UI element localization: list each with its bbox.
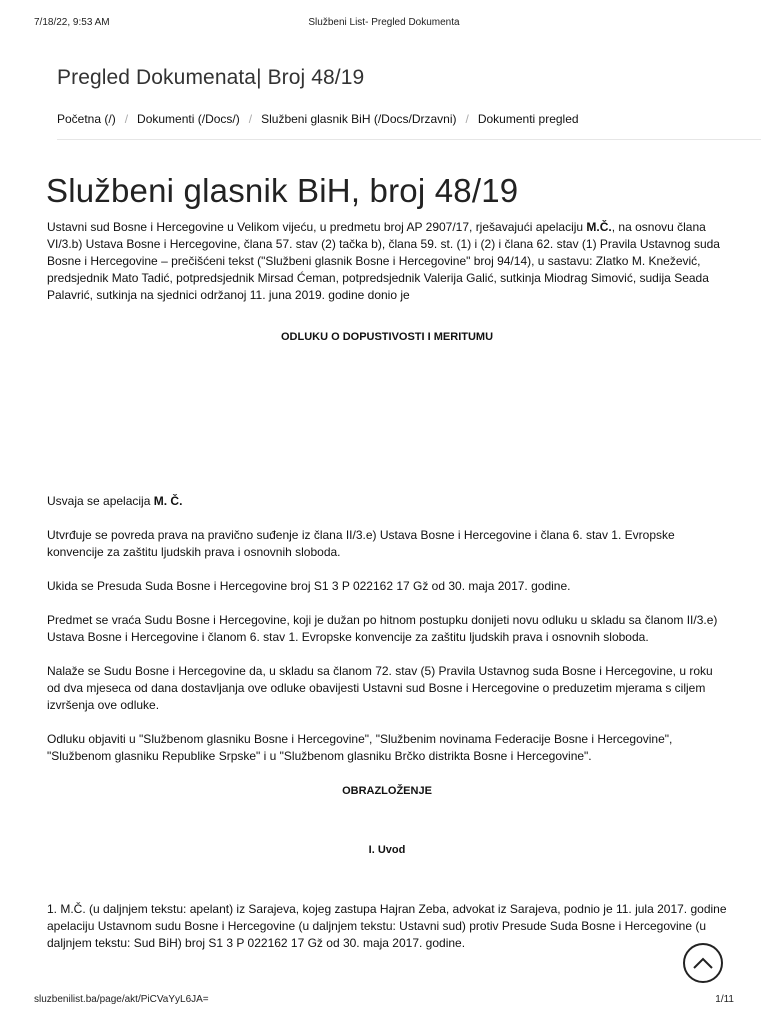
breadcrumb-separator: /	[465, 112, 469, 126]
breadcrumb-item-home[interactable]: Početna (/)	[57, 112, 116, 126]
print-footer	[34, 994, 734, 1008]
page-counter: 1/11	[715, 994, 734, 1005]
intro-text-end: , na osnovu člana VI/3.b) Ustava Bosne i Hercegovine, člana 57. stav (2) tačka b), člana 59. st. (1) i (2) i člana 62. stav (1) Pravila Ustavnog suda Bosne i Hercegovine – prečišćeni tekst ("Službeni glasnik Bosne i Hercegovine" broj 94/14), u sastavu: Zlatko M. Knežević, predsjednik Mato Tadić, potpredsjednik Mirsad Ćeman, potpredsjednik Valerija Galić, sutkinja Miodrag Simović, sudija Seada Palavrić, sutkinja na sjednici održanoj 11. juna 2019. godine donio je	[47, 220, 720, 302]
reasoning-heading: OBRAZLOŽENJE	[342, 785, 432, 797]
breadcrumb	[57, 112, 728, 126]
document-title: Službeni glasnik BiH, broj 48/19	[46, 172, 519, 209]
paragraph-predmet: Predmet se vraća Sudu Bosne i Hercegovine, koji je dužan po hitnom postupku donijeti novu odluku u skladu sa članom II/3.e) Ustava Bosne i Hercegovine i članom 6. stav 1. Evropske konvencije za zaštitu ljudskih prava i osnovnih sloboda.	[47, 613, 718, 644]
scroll-to-top-button[interactable]	[683, 943, 723, 983]
paragraph-nalaze: Nalaže se Sudu Bosne i Hercegovine da, u skladu sa članom 72. stav (5) Pravila Ustavnog suda Bosne i Hercegovine, u roku od dva mjeseca od dana dostavljanja ove odluke obavijesti Ustavni sud Bosne i Hercegovine o preduzetim mjerama s ciljem izvršenja ove odluke.	[47, 664, 713, 712]
breadcrumb-item-current: Dokumenti pregled	[477, 112, 579, 126]
intro-text-start: Ustavni sud Bosne i Hercegovine u Velikom vijeću, u predmetu broj AP 2907/17, rješavajući apelaciju	[47, 220, 587, 234]
paragraph-utvrduje: Utvrđuje se povreda prava na pravično suđenje iz člana II/3.e) Ustava Bosne i Hercegovine i člana 6. stav 1. Evropske konvencije za zaštitu ljudskih prava i osnovnih sloboda.	[47, 528, 675, 559]
chevron-up-icon	[692, 956, 714, 970]
document-body	[47, 219, 727, 952]
print-page-title: Službeni List- Pregled Dokumenta	[308, 17, 460, 28]
breadcrumb-separator: /	[248, 112, 253, 126]
breadcrumb-item-official-gazette[interactable]: Službeni glasnik BiH (/Docs/Drzavni)	[261, 112, 457, 126]
usvaja-text: Usvaja se apelacija	[47, 494, 154, 508]
intro-paragraph	[47, 219, 727, 304]
paragraph-first: 1. M.Č. (u daljnjem tekstu: apelant) iz Sarajeva, kojeg zastupa Hajran Zeba, advokat iz Sarajeva, podnio je 11. jula 2017. godine apelaciju Ustavnom sudu Bosne i Hercegovine (u daljnjem tekstu: Ustavni sud) protiv Presude Suda Bosne i Hercegovine (u daljnjem tekstu: Sud BiH) broj S1 3 P 022162 17 Gž od 30. maja 2017. godine.	[47, 902, 727, 950]
usvaja-initials: M. Č.	[153, 494, 183, 508]
paragraph-usvaja	[47, 493, 727, 510]
page-heading: Pregled Dokumenata| Broj 48/19	[57, 66, 365, 89]
print-datetime: 7/18/22, 9:53 AM	[34, 17, 110, 28]
paragraph-objaviti: Odluku objaviti u "Službenom glasniku Bosne i Hercegovine", "Službenim novinama Federacije Bosne i Hercegovine", "Službenom glasniku Republike Srpske" i u "Službenom glasniku Brčko distrikta Bosne i Hercegovine".	[47, 732, 673, 763]
section-intro-heading: I. Uvod	[368, 844, 406, 856]
print-url: sluzbenilist.ba/page/akt/PiCVaYyL6JA=	[34, 994, 209, 1005]
breadcrumb-item-documents[interactable]: Dokumenti (/Docs/)	[137, 112, 240, 126]
header-divider	[57, 139, 761, 140]
paragraph-ukida: Ukida se Presuda Suda Bosne i Hercegovine broj S1 3 P 022162 17 Gž od 30. maja 2017. godine.	[47, 579, 571, 593]
print-header	[34, 17, 734, 31]
decision-heading: ODLUKU O DOPUSTIVOSTI I MERITUMU	[280, 331, 494, 343]
appellant-initials: M.Č.	[586, 220, 612, 234]
breadcrumb-separator: /	[124, 112, 129, 126]
